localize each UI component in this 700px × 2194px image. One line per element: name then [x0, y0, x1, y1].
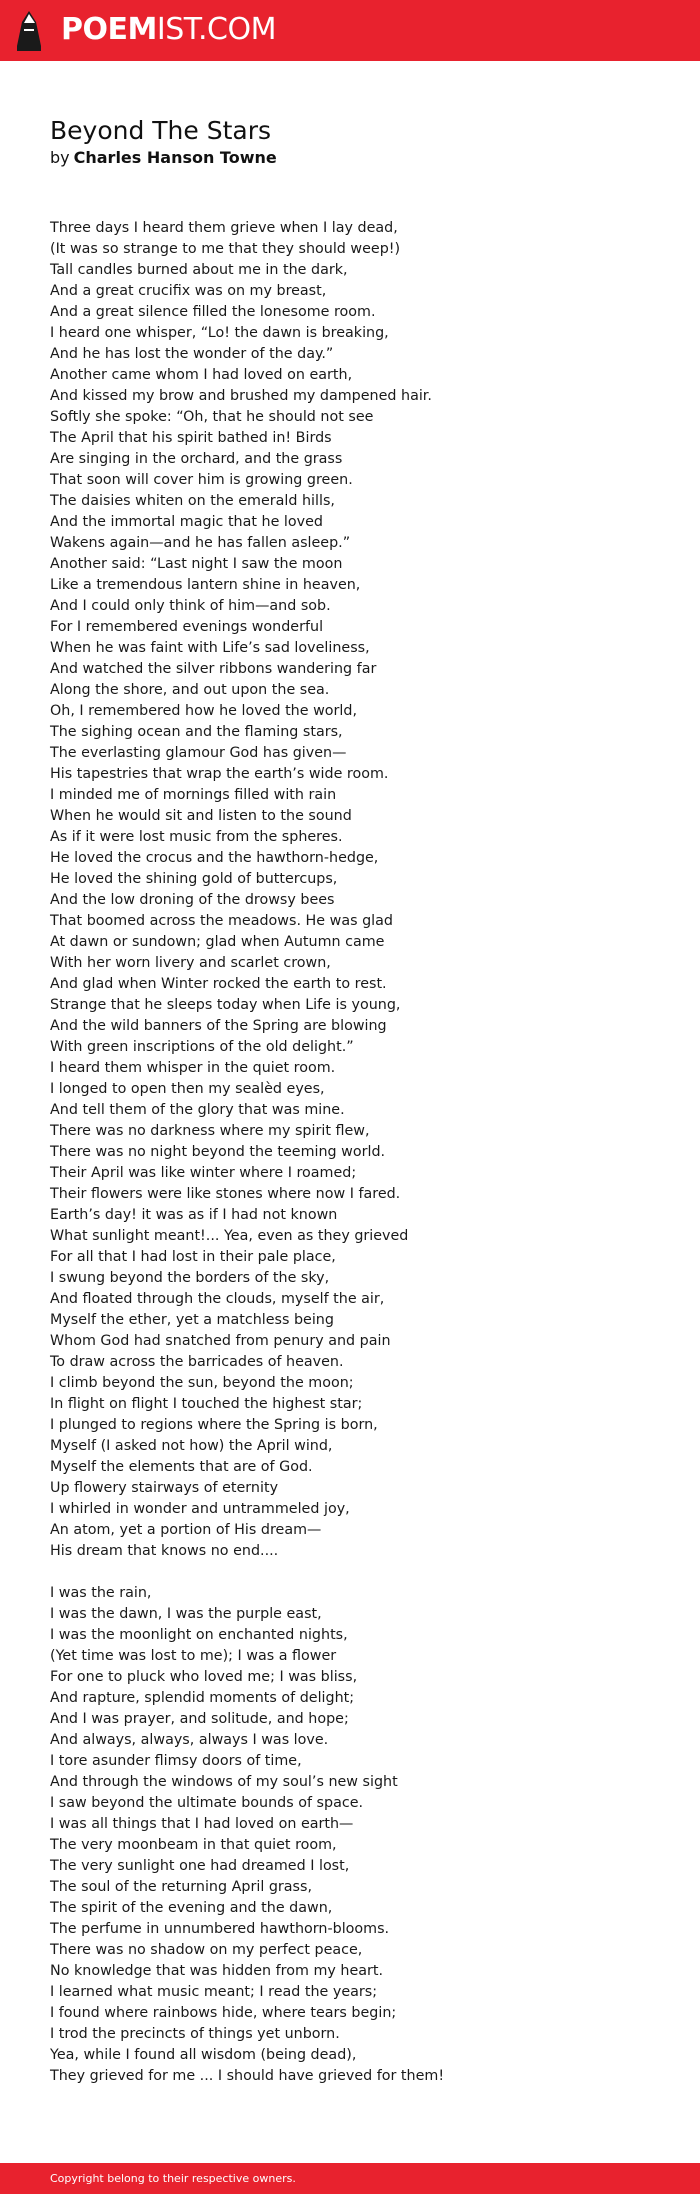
poem-line: And watched the silver ribbons wandering far — [50, 661, 377, 677]
poem-line: (Yet time was lost to me); I was a flower — [50, 1648, 337, 1664]
poem-line: With her worn livery and scarlet crown, — [50, 955, 331, 971]
poem-line: And through the windows of my soul’s new sight — [50, 1774, 398, 1790]
poem-line: Oh, I remembered how he loved the world, — [50, 703, 357, 719]
poem-line: Along the shore, and out upon the sea. — [50, 682, 330, 698]
poem-line: That boomed across the meadows. He was glad — [50, 913, 393, 929]
poem-line: Whom God had snatched from penury and pain — [50, 1333, 391, 1349]
poem-line: At dawn or sundown; glad when Autumn came — [50, 934, 385, 950]
poem-line: The soul of the returning April grass, — [50, 1879, 312, 1895]
poem-line: And the low droning of the drowsy bees — [50, 892, 335, 908]
poem-line: The everlasting glamour God has given— — [50, 745, 347, 761]
poem-line: Strange that he sleeps today when Life is young, — [50, 997, 401, 1013]
poem-line: I trod the precincts of things yet unborn. — [50, 2026, 340, 2042]
poem-line: The perfume in unnumbered hawthorn-blooms. — [50, 1921, 390, 1937]
poem-line: And he has lost the wonder of the day.” — [50, 346, 334, 362]
poem-line: There was no night beyond the teeming world. — [50, 1144, 386, 1160]
poem-line: Another came whom I had loved on earth, — [50, 367, 353, 383]
logo-brand-bold: POEM — [61, 12, 157, 47]
poem-line: And I was prayer, and solitude, and hope; — [50, 1711, 349, 1727]
poem-line: I was the moonlight on enchanted nights, — [50, 1627, 348, 1643]
poem-line: I tore asunder flimsy doors of time, — [50, 1753, 302, 1769]
poem-line: To draw across the barricades of heaven. — [50, 1354, 344, 1370]
poem-line: What sunlight meant!... Yea, even as they grieved — [50, 1228, 409, 1244]
poem-line: I saw beyond the ultimate bounds of space. — [50, 1795, 364, 1811]
poem-line: I climb beyond the sun, beyond the moon; — [50, 1375, 354, 1391]
poem-line: And tell them of the glory that was mine. — [50, 1102, 345, 1118]
poem-line: And always, always, always I was love. — [50, 1732, 329, 1748]
poem-line: Yea, while I found all wisdom (being dead), — [50, 2047, 357, 2063]
site-header — [0, 0, 700, 61]
poem-line: They grieved for me ... I should have grieved for them! — [50, 2068, 445, 2084]
poem-line: When he would sit and listen to the sound — [50, 808, 352, 824]
poem-line: In flight on flight I touched the highest star; — [50, 1396, 363, 1412]
poem-line: Myself (I asked not how) the April wind, — [50, 1438, 333, 1454]
poem-line: I whirled in wonder and untrammeled joy, — [50, 1501, 350, 1517]
poem-line: When he was faint with Life’s sad loveliness, — [50, 640, 370, 656]
poem-line: I plunged to regions where the Spring is born, — [50, 1417, 378, 1433]
poem-line: Tall candles burned about me in the dark, — [50, 262, 348, 278]
poem-line: Wakens again—and he has fallen asleep.” — [50, 535, 351, 551]
poem-line: There was no darkness where my spirit flew, — [50, 1123, 370, 1139]
logo-brand-light: IST.COM — [156, 12, 276, 47]
poem-line: The April that his spirit bathed in! Birds — [50, 430, 332, 446]
poem-line: I swung beyond the borders of the sky, — [50, 1270, 330, 1286]
poem-line: He loved the shining gold of buttercups, — [50, 871, 338, 887]
poem-line: I heard one whisper, “Lo! the dawn is breaking, — [50, 325, 389, 341]
poem-body — [50, 218, 670, 2087]
poem-line: I minded me of mornings filled with rain — [50, 787, 337, 803]
poem-line: And a great crucifix was on my breast, — [50, 283, 327, 299]
poem-line: He loved the crocus and the hawthorn-hedge, — [50, 850, 379, 866]
poem-line: Their April was like winter where I roamed; — [50, 1165, 357, 1181]
poem-line: I heard them whisper in the quiet room. — [50, 1060, 336, 1076]
poem-line: I longed to open then my sealèd eyes, — [50, 1081, 325, 1097]
poem-line: An atom, yet a portion of His dream— — [50, 1522, 322, 1538]
poem-line: The daisies whiten on the emerald hills, — [50, 493, 335, 509]
copyright-notice: Copyright belong to their respective owners. — [50, 2172, 296, 2185]
poem-line: Another said: “Last night I saw the moon — [50, 556, 343, 572]
poem-line: Their flowers were like stones where now I fared. — [50, 1186, 401, 1202]
poem-line: As if it were lost music from the spheres. — [50, 829, 343, 845]
poem-line: And a great silence filled the lonesome room. — [50, 304, 376, 320]
poem-line: For I remembered evenings wonderful — [50, 619, 324, 635]
poem-line: That soon will cover him is growing green. — [50, 472, 353, 488]
poem-line: And kissed my brow and brushed my dampened hair. — [50, 388, 432, 404]
poem-line: And the immortal magic that he loved — [50, 514, 323, 530]
poem-line: His dream that knows no end.... — [50, 1543, 279, 1559]
poem-line: I learned what music meant; I read the years; — [50, 1984, 378, 2000]
poem-line: And the wild banners of the Spring are blowing — [50, 1018, 387, 1034]
poem-line: (It was so strange to me that they should weep!) — [50, 241, 401, 257]
poem-line: And glad when Winter rocked the earth to rest. — [50, 976, 387, 992]
poem-line: The sighing ocean and the flaming stars, — [50, 724, 343, 740]
poem-line: I found where rainbows hide, where tears begin; — [50, 2005, 397, 2021]
poem-line: Are singing in the orchard, and the grass — [50, 451, 343, 467]
site-footer — [0, 2163, 700, 2194]
poem-line: His tapestries that wrap the earth’s wide room. — [50, 766, 389, 782]
poem-line: Like a tremendous lantern shine in heaven, — [50, 577, 361, 593]
byline — [50, 147, 277, 169]
poem-line: And rapture, splendid moments of delight; — [50, 1690, 355, 1706]
poem-line: For one to pluck who loved me; I was bliss, — [50, 1669, 358, 1685]
poem-line: Softly she spoke: “Oh, that he should not see — [50, 409, 374, 425]
poem-line: With green inscriptions of the old delight.” — [50, 1039, 354, 1055]
poem-line: No knowledge that was hidden from my heart. — [50, 1963, 384, 1979]
poem-line: And floated through the clouds, myself the air, — [50, 1291, 385, 1307]
poem-line: There was no shadow on my perfect peace, — [50, 1942, 363, 1958]
poem-title: Beyond The Stars — [50, 116, 272, 145]
poem-line: Myself the elements that are of God. — [50, 1459, 313, 1475]
poem-line: Up flowery stairways of eternity — [50, 1480, 279, 1496]
poem-line: Myself the ether, yet a matchless being — [50, 1312, 334, 1328]
by-label: by — [50, 148, 70, 167]
poem-line: For all that I had lost in their pale place, — [50, 1249, 336, 1265]
stanza-break — [50, 1562, 670, 1583]
poem-line: The very moonbeam in that quiet room, — [50, 1837, 337, 1853]
poem-line: Three days I heard them grieve when I lay dead, — [50, 220, 398, 236]
poem-line: I was the dawn, I was the purple east, — [50, 1606, 322, 1622]
poem-line: The very sunlight one had dreamed I lost, — [50, 1858, 350, 1874]
poem-line: I was all things that I had loved on earth— — [50, 1816, 354, 1832]
poem-line: I was the rain, — [50, 1585, 152, 1601]
poem-line: The spirit of the evening and the dawn, — [50, 1900, 333, 1916]
pen-nib-icon[interactable] — [16, 10, 42, 51]
poem-line: Earth’s day! it was as if I had not known — [50, 1207, 338, 1223]
poem-line: And I could only think of him—and sob. — [50, 598, 331, 614]
author-name[interactable]: Charles Hanson Towne — [73, 148, 277, 167]
site-logo[interactable] — [61, 13, 276, 47]
